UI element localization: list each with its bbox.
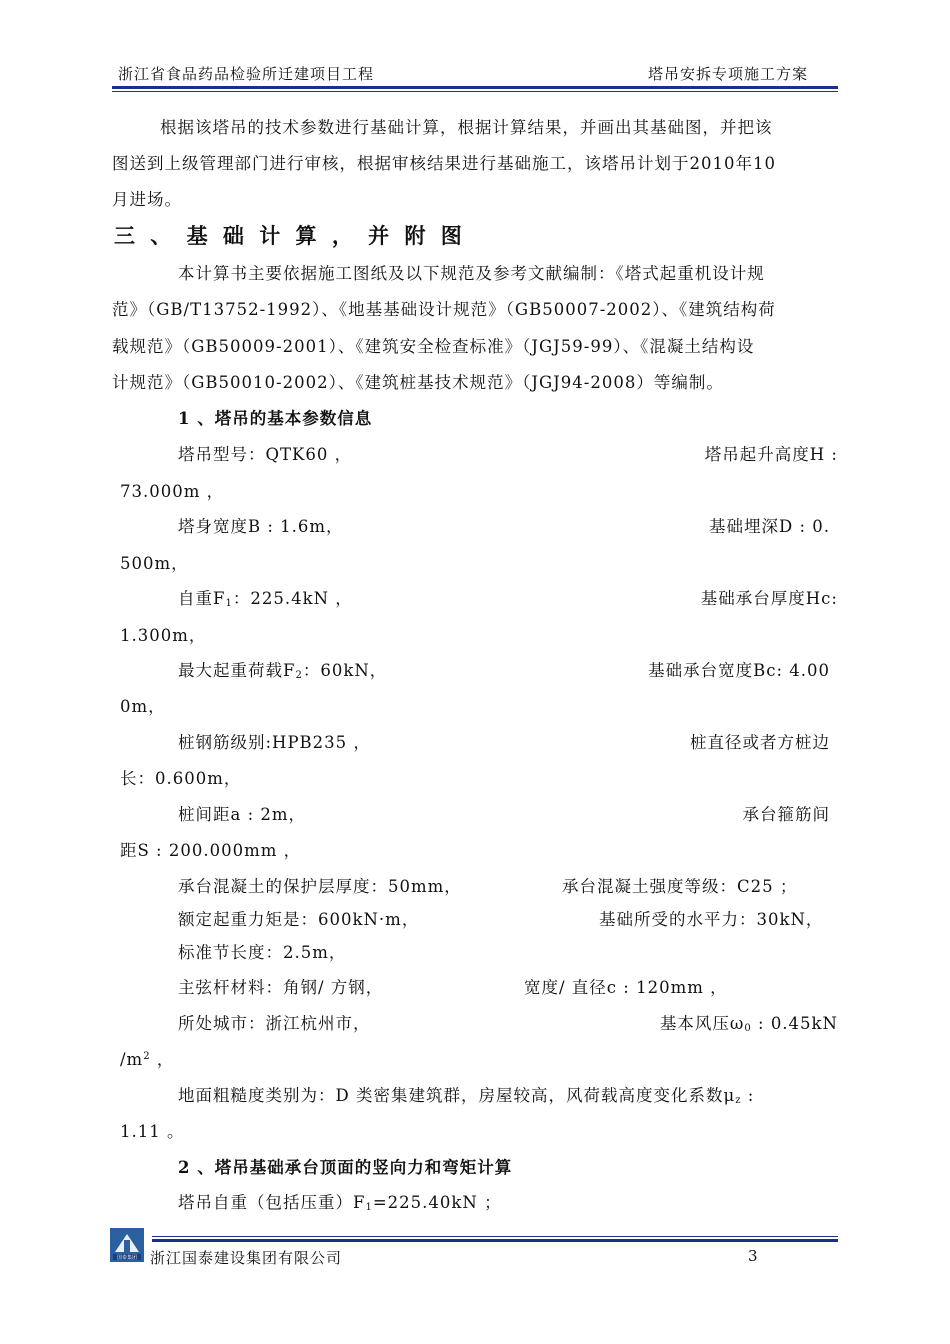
param-pile-spacing: 桩间距a : 2m， bbox=[178, 805, 307, 824]
basis-line-3: 载规范》（GB50009-2001）、《建筑安全检查标准》（JGJ59-99）、《混凝土结构设 bbox=[112, 337, 755, 356]
footer-company-name: 浙江国泰建设集团有限公司 bbox=[150, 1249, 343, 1267]
param-chord-width: 宽度/ 直径c : 120mm ， bbox=[524, 978, 728, 997]
param-cap-thickness-value: 1.300m， bbox=[120, 626, 207, 645]
param-max-load: 最大起重荷载$F_2$：60kN， bbox=[178, 661, 388, 681]
header-rule bbox=[112, 86, 838, 89]
header-project-name: 浙江省食品药品检验所迁建项目工程 bbox=[118, 65, 375, 83]
param-section-length: 标准节长度：2.5m， bbox=[178, 943, 347, 962]
basis-line-2: 范》（GB/T13752-1992）、《地基基础设计规范》（GB50007-2002）、《建筑结构荷 bbox=[112, 300, 776, 319]
header-rule-thin bbox=[112, 91, 838, 92]
param-cap-width-value: 0m， bbox=[120, 697, 166, 716]
header-document-title: 塔吊安拆专项施工方案 bbox=[648, 65, 809, 83]
footer-rule bbox=[152, 1239, 838, 1242]
section-heading: 三 、 基 础 计 算 ， 并 附 图 bbox=[114, 223, 466, 248]
logo-text: 国泰集团 bbox=[116, 1255, 138, 1261]
param-chord-material: 主弦杆材料：角钢/ 方钢， bbox=[178, 978, 384, 997]
param-body-width: 塔身宽度B : 1.6m， bbox=[178, 517, 344, 536]
basis-line-4: 计规范》（GB50010-2002）、《建筑桩基技术规范》（JGJ94-2008）等编制。 bbox=[112, 373, 724, 392]
param-wind-label: 基本风压$\omega_0$ : 0.45kN bbox=[659, 1014, 838, 1034]
subsection-1-title: 1 、塔吊的基本参数信息 bbox=[178, 409, 373, 428]
param-stirrup-label: 承台箍筋间 bbox=[742, 805, 830, 824]
param-lift-height-value: 73.000m ， bbox=[120, 482, 225, 501]
intro-line-2: 图送到上级管理部门进行审核，根据审核结果进行基础施工，该塔吊计划于2010年10 bbox=[112, 154, 776, 173]
param-cover: 承台混凝土的保护层厚度：50mm， bbox=[178, 877, 462, 896]
basis-line-1: 本计算书主要依据施工图纸及以下规范及参考文献编制：《塔式起重机设计规 bbox=[178, 264, 765, 283]
param-rated-moment: 额定起重力矩是：600kN·m， bbox=[178, 910, 420, 929]
param-cap-width-label: 基础承台宽度Bc: 4.00 bbox=[648, 661, 830, 680]
param-cap-thickness-label: 基础承台厚度Hc: bbox=[700, 589, 838, 608]
param-rebar-grade: 桩钢筋级别:HPB235 ， bbox=[178, 733, 371, 752]
param-city: 所处城市：浙江杭州市， bbox=[178, 1014, 371, 1033]
param-roughness: 地面粗糙度类别为：D 类密集建筑群，房屋较高，风荷载高度变化系数$\mu_z$ : bbox=[178, 1086, 755, 1106]
subsection-2-title: 2 、塔吊基础承台顶面的竖向力和弯矩计算 bbox=[178, 1158, 513, 1177]
param-stirrup-value: 距S : 200.000mm ， bbox=[120, 841, 302, 860]
param-pile-dia-value: 长：0.600m， bbox=[120, 769, 242, 788]
param-wind-unit: $/m^2$ ， bbox=[120, 1050, 175, 1069]
footer-rule-thin bbox=[152, 1236, 838, 1237]
param-lift-height-label: 塔吊起升高度H : bbox=[704, 445, 838, 464]
self-weight-line: 塔吊自重（包括压重）$F_1=225.40kN$ ； bbox=[178, 1193, 502, 1213]
param-depth-value: 500m， bbox=[120, 554, 189, 573]
page-number: 3 bbox=[748, 1247, 758, 1265]
param-model: 塔吊型号：QTK60 ， bbox=[178, 445, 353, 464]
param-concrete-grade: 承台混凝土强度等级：C25 ； bbox=[562, 877, 798, 896]
param-depth-label: 基础埋深D : 0. bbox=[708, 517, 830, 536]
param-horizontal-force: 基础所受的水平力：30kN， bbox=[599, 910, 824, 929]
intro-line-1: 根据该塔吊的技术参数进行基础计算，根据计算结果，并画出其基础图，并把该 bbox=[160, 118, 773, 137]
param-roughness-value: 1.11 。 bbox=[120, 1122, 185, 1141]
param-pile-dia-label: 桩直径或者方桩边 bbox=[690, 733, 830, 752]
intro-line-3: 月进场。 bbox=[112, 190, 182, 209]
company-logo-icon bbox=[110, 1228, 144, 1262]
param-self-weight: 自重$F_1$：225.4kN ， bbox=[178, 589, 353, 609]
